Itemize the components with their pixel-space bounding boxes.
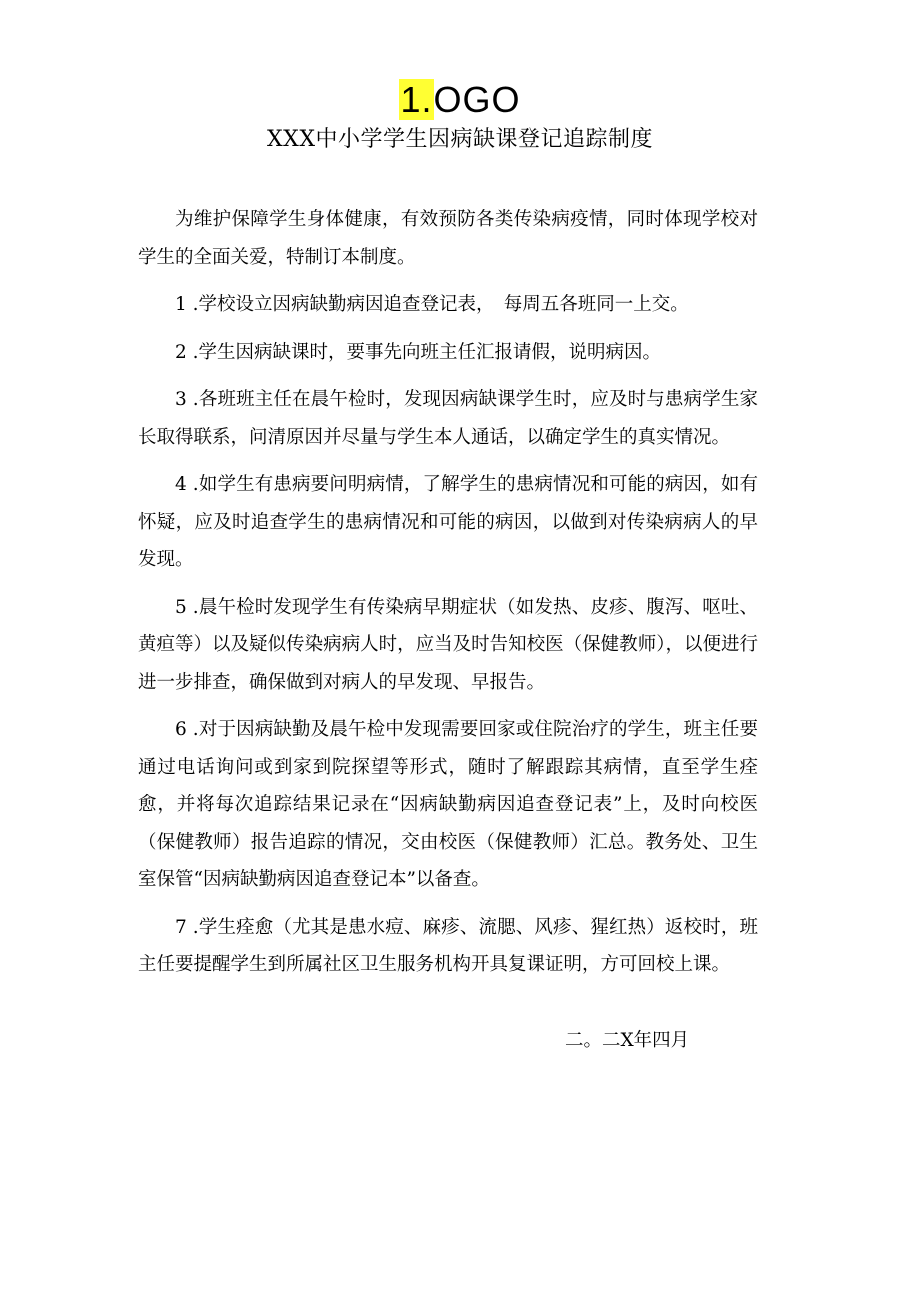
logo-highlight: 1. bbox=[400, 79, 433, 120]
document-body bbox=[138, 201, 758, 994]
rule-item-3: 3 .各班班主任在晨午检时，发现因病缺课学生时，应及时与患病学生家长取得联系，问清原因并尽量与学生本人通话，以确定学生的真实情况。 bbox=[138, 389, 758, 448]
document-title: XXX中小学学生因病缺课登记追踪制度 bbox=[267, 127, 653, 152]
logo-text: OGO bbox=[433, 79, 521, 120]
rule-item-5: 5 .晨午检时发现学生有传染病早期症状（如发热、皮疹、腹泻、呕吐、黄疸等）以及疑似传染病病人时，应当及时告知校医（保健教师），以便进行进一步排查，确保做到对病人的早发现、早报告。 bbox=[138, 596, 758, 693]
intro-paragraph: 为维护保障学生身体健康，有效预防各类传染病疫情，同时体现学校对学生的全面关爱，特制订本制度。 bbox=[138, 209, 758, 268]
rule-item-6: 6 .对于因病缺勤及晨午检中发现需要回家或住院治疗的学生，班主任要通过电话询问或到家到院探望等形式，随时了解跟踪其病情，直至学生痊愈，并将每次追踪结果记录在“因病缺勤病因追查登记表”上，及时向校医（保健教师）报告追踪的情况，交由校医（保健教师）汇总。教务处、卫生室保管“因病缺勤病因追查登记本”以备查。 bbox=[138, 719, 758, 890]
rule-item-2: 2 .学生因病缺课时，要事先向班主任汇报请假，说明病因。 bbox=[175, 341, 662, 363]
rule-item-7: 7 .学生痊愈（尤其是患水痘、麻疹、流腮、风疹、猩红热）返校时，班主任要提醒学生到所属社区卫生服务机构开具复课证明，方可回校上课。 bbox=[138, 916, 758, 975]
logo bbox=[0, 78, 920, 122]
document-date: 二。二X年四月 bbox=[565, 1030, 690, 1051]
rule-item-1: 1 .学校设立因病缺勤病因追查登记表， 每周五各班同一上交。 bbox=[175, 294, 689, 315]
rule-item-4: 4 .如学生有患病要问明病情，了解学生的患病情况和可能的病因，如有怀疑，应及时追查学生的患病情况和可能的病因，以做到对传染病病人的早发现。 bbox=[138, 474, 758, 570]
